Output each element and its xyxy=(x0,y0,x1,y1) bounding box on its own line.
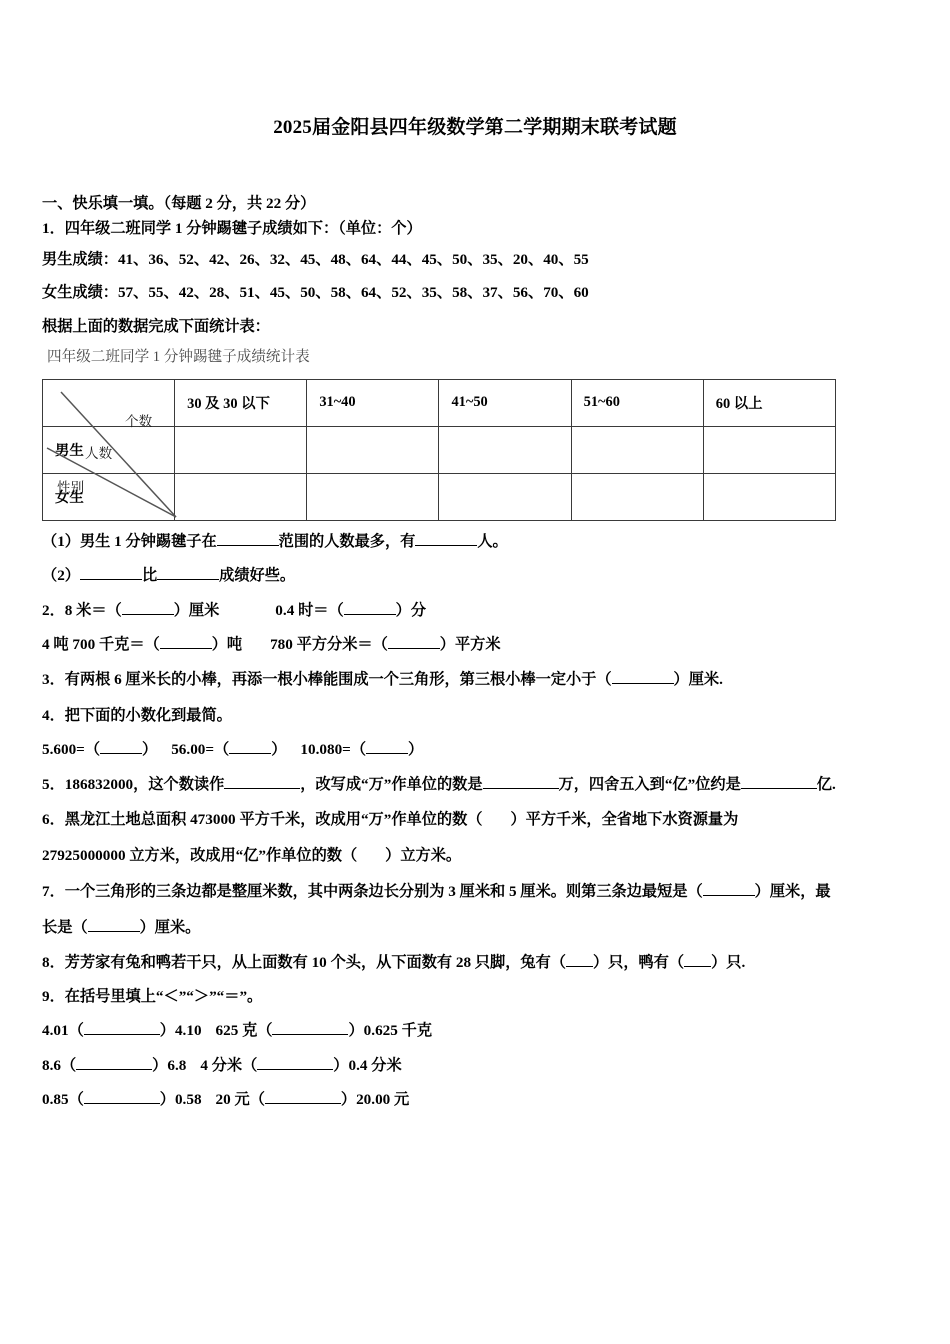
q9-l1-part-c: 625 克（ xyxy=(215,1022,273,1040)
cell-girls-0[interactable] xyxy=(175,473,307,520)
table-col-header-3: 51~60 xyxy=(571,379,703,426)
q9-l3-part-b: ）0.58 xyxy=(159,1090,202,1108)
q3-part-a: 3．有两根 6 厘米长的小棒，再添一根小棒能围成一个三角形，第三根小棒一定小于（ xyxy=(42,671,612,689)
cell-boys-2[interactable] xyxy=(439,426,571,473)
q7-l2-part-b: ）厘米。 xyxy=(139,918,201,936)
cell-girls-3[interactable] xyxy=(571,473,703,520)
question-9-line-2 xyxy=(42,1058,908,1073)
q1-sub2-blank-1[interactable] xyxy=(80,579,142,580)
q4-blank-1[interactable] xyxy=(100,753,142,754)
q5-blank-2[interactable] xyxy=(483,788,559,789)
table-header-row xyxy=(43,379,836,426)
q9-l2-part-b: ）6.8 xyxy=(152,1056,187,1074)
row-label-girls: 女生 xyxy=(43,473,175,520)
q2-blank-1[interactable] xyxy=(122,614,174,615)
page-title: 2025届金阳县四年级数学第二学期期末联考试题 xyxy=(273,117,677,138)
q1-sub1-part-b: 范围的人数最多，有 xyxy=(278,532,416,550)
q9-l2-part-d: ）0.4 分米 xyxy=(333,1056,402,1074)
q4-part-d: ） xyxy=(271,740,287,758)
q1-sub2-part-b: 比 xyxy=(141,566,158,584)
q8-part-b: ）只，鸭有（ xyxy=(592,954,685,972)
row-label-boys: 男生 xyxy=(43,426,175,473)
girls-scores: 女生成绩：57、55、42、28、51、45、50、58、64、52、35、58、37、56、70、60 xyxy=(42,283,589,301)
question-8 xyxy=(42,955,908,970)
q9-l1-part-a: 4.01（ xyxy=(42,1022,84,1040)
q2-l2-part-b: ）吨 xyxy=(211,636,243,654)
q4-part-a: 5.600=（ xyxy=(42,740,101,758)
q9-l2-part-c: 4 分米（ xyxy=(200,1056,258,1074)
cell-boys-0[interactable] xyxy=(175,426,307,473)
q1-sub1-part-c: 人。 xyxy=(477,532,508,550)
q6-l1-part-a: 6．黑龙江土地总面积 473000 平方千米，改成用“万”作单位的数（ xyxy=(42,811,483,829)
question-5 xyxy=(42,777,908,792)
question-7-line-2 xyxy=(42,920,908,935)
q9-l3-part-c: 20 元（ xyxy=(215,1090,265,1108)
q7-blank-2[interactable] xyxy=(88,931,140,932)
q4-blank-3[interactable] xyxy=(366,753,408,754)
question-9-line-1 xyxy=(42,1023,908,1038)
q2-blank-2[interactable] xyxy=(344,614,396,615)
question-4-stem: 4．把下面的小数化到最简。 xyxy=(42,706,232,724)
cell-girls-2[interactable] xyxy=(439,473,571,520)
q1-sub1-blank-1[interactable] xyxy=(217,545,279,546)
q2-l2-part-c: 780 平方分米＝（ xyxy=(270,636,388,654)
q5-part-c: 万，四舍五入到“亿”位约是 xyxy=(558,776,741,794)
q6-l2-part-a: 27925000000 立方米，改成用“亿”作单位的数（ xyxy=(42,847,358,865)
question-1-sub-2 xyxy=(42,568,908,583)
q5-blank-1[interactable] xyxy=(224,788,300,789)
question-1-stem: 1．四年级二班同学 1 分钟踢毽子成绩如下：（单位：个） xyxy=(42,220,422,238)
q1-sub2-part-a: （2） xyxy=(42,566,80,584)
q9-blank-6[interactable] xyxy=(265,1103,341,1104)
q5-part-d: 亿. xyxy=(816,776,836,794)
q9-blank-4[interactable] xyxy=(257,1069,333,1070)
q7-l2-part-a: 长是（ xyxy=(42,918,88,936)
question-2-line-1 xyxy=(42,603,908,618)
q1-sub1-blank-2[interactable] xyxy=(415,545,477,546)
question-9-stem: 9．在括号里填上“＜”“＞”“＝”。 xyxy=(42,988,263,1006)
q1-sub2-part-c: 成绩好些。 xyxy=(219,566,296,584)
question-1-sub-1 xyxy=(42,534,908,549)
q8-part-a: 8．芳芳家有兔和鸭若干只，从上面数有 10 个头，从下面数有 28 只脚，兔有（ xyxy=(42,954,566,972)
q2-l2-part-a: 4 吨 700 千克＝（ xyxy=(42,636,160,654)
question-6-line-1 xyxy=(42,812,908,827)
q4-part-e: 10.080=（ xyxy=(300,740,367,758)
table-col-header-1: 31~40 xyxy=(307,379,439,426)
q9-blank-1[interactable] xyxy=(84,1034,160,1035)
q9-l1-part-d: ）0.625 千克 xyxy=(348,1022,433,1040)
cell-boys-4[interactable] xyxy=(703,426,835,473)
q5-part-b: ，改写成“万”作单位的数是 xyxy=(300,776,483,794)
cell-boys-3[interactable] xyxy=(571,426,703,473)
table-col-header-4: 60 以上 xyxy=(703,379,835,426)
question-9-line-3 xyxy=(42,1092,908,1107)
question-7-line-1 xyxy=(42,884,908,899)
statistics-table xyxy=(42,379,836,521)
q1-sub2-blank-2[interactable] xyxy=(157,579,219,580)
q3-blank[interactable] xyxy=(612,683,674,684)
corner-label-count: 个数 xyxy=(125,413,153,429)
q9-l2-part-a: 8.6（ xyxy=(42,1056,77,1074)
paper-body xyxy=(42,139,908,1107)
q2-l1-part-d: ）分 xyxy=(395,602,427,620)
q2-l1-part-b: ）厘米 xyxy=(173,602,220,620)
q2-l1-part-a: 2．8 米＝（ xyxy=(42,602,122,620)
q2-l1-part-c: 0.4 时＝（ xyxy=(275,602,344,620)
q8-blank-2[interactable] xyxy=(684,966,711,967)
q9-blank-2[interactable] xyxy=(272,1034,348,1035)
q9-l3-part-a: 0.85（ xyxy=(42,1090,84,1108)
q8-part-c: ）只. xyxy=(711,954,746,972)
question-6-line-2 xyxy=(42,848,908,863)
q4-blank-2[interactable] xyxy=(229,753,271,754)
cell-girls-1[interactable] xyxy=(307,473,439,520)
q9-blank-3[interactable] xyxy=(76,1069,152,1070)
cell-girls-4[interactable] xyxy=(703,473,835,520)
q6-l1-part-b: ）平方千米，全省地下水资源量为 xyxy=(510,811,739,829)
q7-l1-part-a: 7．一个三角形的三条边都是整厘米数，其中两条边长分别为 3 厘米和 5 厘米。则第三条边最短是（ xyxy=(42,882,703,900)
table-col-header-2: 41~50 xyxy=(439,379,571,426)
q9-l3-part-d: ）20.00 元 xyxy=(340,1090,410,1108)
q4-part-f: ） xyxy=(408,740,424,758)
q6-l2-part-b: ）立方米。 xyxy=(385,847,462,865)
table-col-header-0: 30 及 30 以下 xyxy=(175,379,307,426)
question-3 xyxy=(42,672,908,687)
q9-l1-part-b: ）4.10 xyxy=(159,1022,202,1040)
question-4-line-1 xyxy=(42,742,908,757)
corner-label-people: 人数 xyxy=(85,445,113,461)
q5-blank-3[interactable] xyxy=(741,788,817,789)
boys-scores: 男生成绩：41、36、52、42、26、32、45、48、64、44、45、50、35、20、40、55 xyxy=(42,251,589,269)
q7-blank-1[interactable] xyxy=(703,895,755,896)
q9-blank-5[interactable] xyxy=(84,1103,160,1104)
cell-boys-1[interactable] xyxy=(307,426,439,473)
q4-part-c: 56.00=（ xyxy=(171,740,230,758)
q3-part-b: ）厘米. xyxy=(673,671,723,689)
section-heading: 一、快乐填一填。（每题 2 分，共 22 分） xyxy=(42,195,316,212)
q2-blank-3[interactable] xyxy=(160,648,212,649)
table-caption: 四年级二班同学 1 分钟踢毽子成绩统计表 xyxy=(47,349,310,366)
corner-label-gender: 性别 xyxy=(57,479,85,495)
q2-l2-part-d: ）平方米 xyxy=(439,636,501,654)
q7-l1-part-b: ）厘米，最 xyxy=(754,882,831,900)
q8-blank-1[interactable] xyxy=(566,966,593,967)
diagonal-divider-icon xyxy=(43,380,185,522)
q4-part-b: ） xyxy=(142,740,158,758)
table-instruction: 根据上面的数据完成下面统计表： xyxy=(42,317,270,335)
q5-part-a: 5．186832000，这个数读作 xyxy=(42,776,225,794)
q2-blank-4[interactable] xyxy=(388,648,440,649)
q1-sub1-part-a: （1）男生 1 分钟踢毽子在 xyxy=(42,532,217,550)
question-2-line-2 xyxy=(42,637,908,652)
